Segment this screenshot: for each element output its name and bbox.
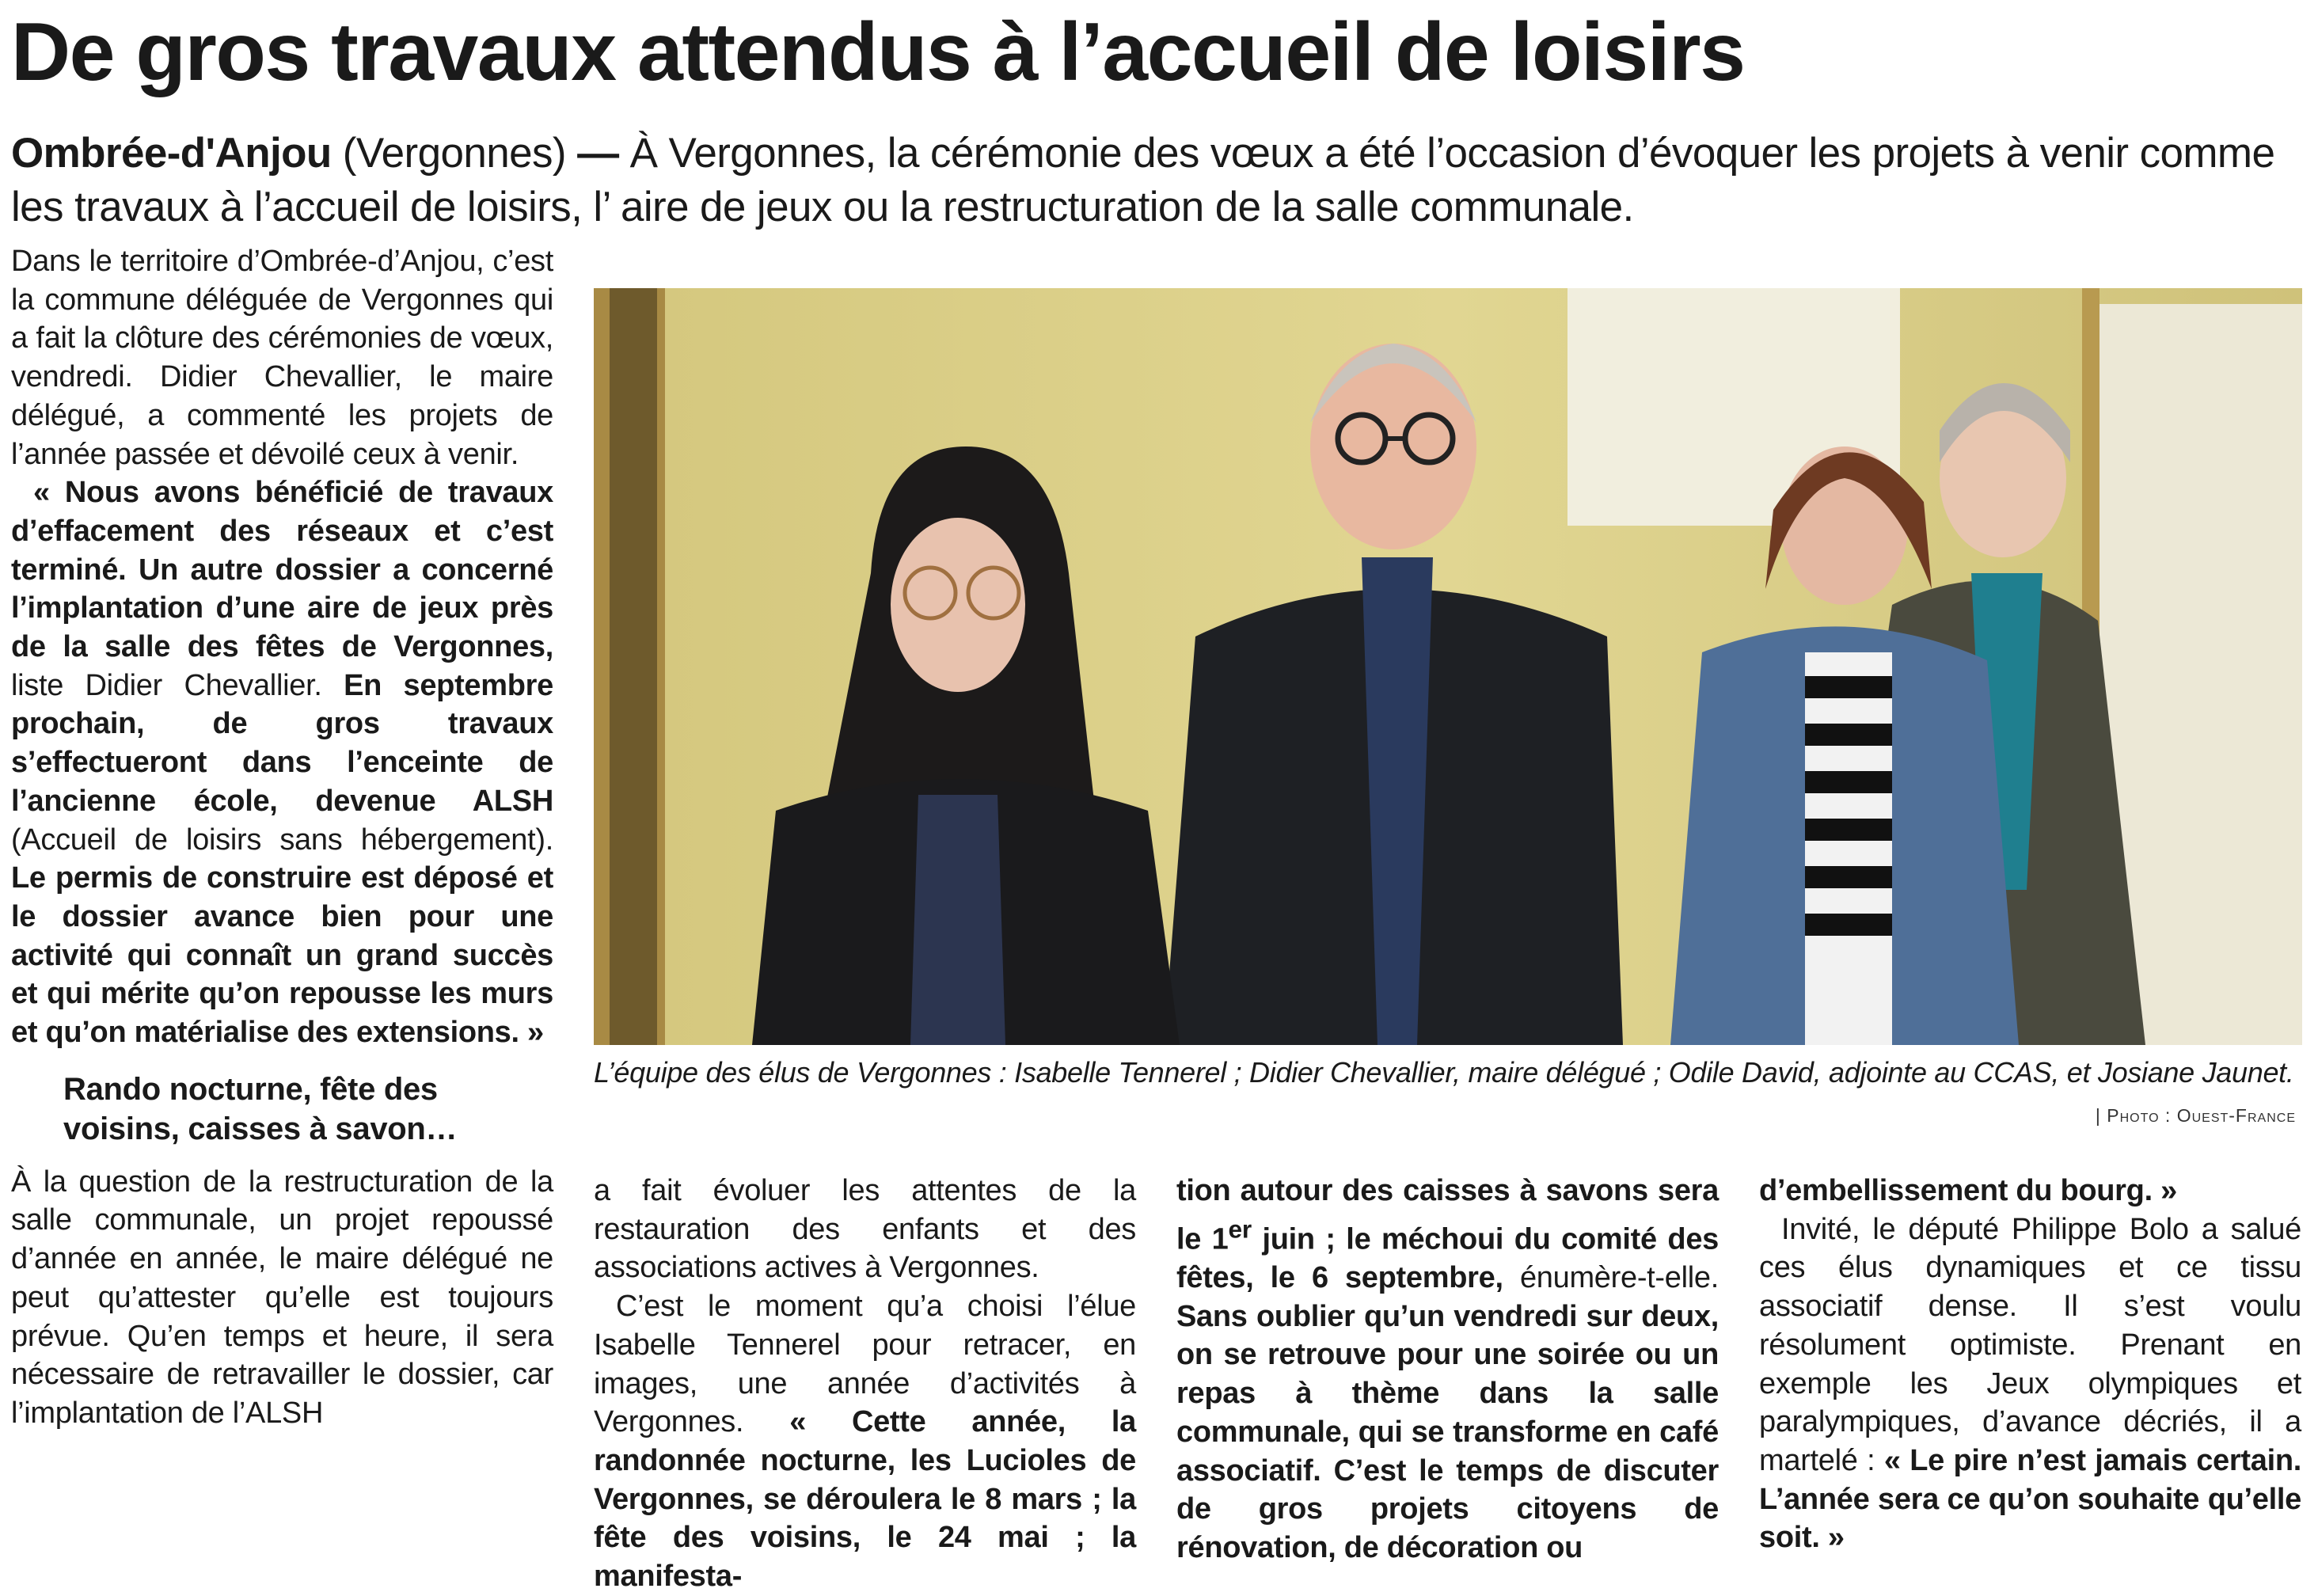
headline: De gros travaux attendus à l’accueil de loisirs xyxy=(11,6,1745,98)
chapo-location: Ombrée-d'Anjou xyxy=(11,130,332,177)
photo-credit: | Photo : Ouest-France xyxy=(2095,1105,2296,1126)
col1-paragraph-3: À la question de la restructuration de la salle communale, un projet repoussé d’année en année, le maire délégué ne peut qu’attester qu’elle est toujours prévue. Qu’en temps et heure, il sera nécessaire de retravailler le dossier, car l’implantation de l’ALSH xyxy=(11,1165,553,1430)
col3-attribution: énumère-t-elle. xyxy=(1519,1261,1719,1295)
col2-paragraph-1: a fait évoluer les attentes de la restauration des enfants et des associations actives à Vergonnes. xyxy=(594,1174,1136,1285)
article-photo xyxy=(594,288,2302,1045)
col4-paragraph-2-intro: Invité, le député Philippe Bolo a salué ces élus dynamiques et ce tissu associatif dense. Il s’est voulu résolument optimiste. Prenant en exemple les Jeux olympiques et paralympiques, d’avance décriés, il a martelé : xyxy=(1759,1212,2301,1477)
chapo-sublocation: (Vergonnes) xyxy=(342,130,566,177)
col3-quote-d: Sans oublier qu’un vendredi sur deux, on se retrouve pour une soirée ou un repas à thème dans la salle communale, qui se transforme en café associatif. C’est le temps de discuter de gros projets citoyens de rénovation, de décoration ou xyxy=(1176,1299,1719,1564)
col4-paragraph-1 xyxy=(1759,1172,2301,1210)
col4-final-quote: « Le pire n’est jamais certain. L’année sera ce qu’on souhaite qu’elle soit. » xyxy=(1759,1443,2301,1555)
subheading: Rando nocturne, fête des voisins, caisses à savon… xyxy=(63,1071,458,1146)
col1-paragraph-1: Dans le territoire d’Ombrée-d’Anjou, c’est la commune déléguée de Vergonnes qui a fait la clôture des cérémonies de vœux, vendredi. Didier Chevallier, le maire délégué, a commenté les projets de l’année passée et dévoilé ceux à venir. xyxy=(11,245,553,471)
col2-paragraph-2-intro: C’est le moment qu’a choisi l’élue Isabelle Tennerel pour retracer, en images, une année d’activités à Vergonnes. xyxy=(594,1290,1136,1439)
col4-paragraph-2 xyxy=(1759,1210,2301,1557)
quote-attribution: liste Didier Chevallier. xyxy=(11,668,322,702)
col3-superscript: er xyxy=(1228,1214,1252,1244)
chapo-text: À Vergonnes, la cérémonie des vœux a été l’occasion d’évoquer les projets à venir comme les travaux à l’accueil de loisirs, l’ aire de jeux ou la restructuration de la salle communale. xyxy=(11,130,2275,230)
quote-part-a: « Nous avons bénéficié de travaux d’effacement des réseaux et c’est terminé. Un autre dossier a concerné l’implantation d’une aire de jeux près de la salle des fêtes de Vergonnes, xyxy=(11,476,553,664)
chapo xyxy=(11,127,2307,234)
photo-caption: L’équipe des élus de Vergonnes : Isabelle Tennerel ; Didier Chevallier, maire délégué ; Odile David, adjointe au CCAS, et Josiane Jaunet. xyxy=(594,1056,2294,1089)
striped-shirt xyxy=(1805,652,1892,1045)
quote-part-e: Le permis de construire est déposé et le dossier avance bien pour une activité qui connaît un grand succès et qui mérite qu’on repousse les murs et qu’on matérialise des extensions. » xyxy=(11,861,553,1050)
chapo-dash: — xyxy=(577,130,619,177)
column-3 xyxy=(1176,1172,1719,1568)
photo-illustration xyxy=(594,288,2302,1045)
col3-quote-b: juin ; le méchoui du comité des fêtes, le 6 septembre, xyxy=(1176,1222,1719,1295)
col3-paragraph-1 xyxy=(1176,1172,1719,1568)
col2-quote: « Cette année, la randonnée nocturne, les Lucioles de Vergonnes, se déroulera le 8 mars ; la fête des voisins, le 24 mai ; la manifesta- xyxy=(594,1405,1136,1594)
column-1 xyxy=(11,242,553,1433)
column-2 xyxy=(594,1172,1136,1596)
col4-quote-end: d’embellissement du bourg. » xyxy=(1759,1174,2177,1207)
quote-part-c: En septembre prochain, de gros travaux s’effectueront dans l’enceinte de l’ancienne école, devenue ALSH xyxy=(11,668,553,818)
col1-quote-paragraph xyxy=(11,473,553,1052)
quote-parenthetical: (Accueil de loisirs sans hébergement). xyxy=(11,823,553,857)
column-4 xyxy=(1759,1172,2301,1557)
col2-paragraph-2 xyxy=(594,1287,1136,1596)
col3-quote-a: tion autour des caisses à savons sera le 1 xyxy=(1176,1174,1719,1256)
